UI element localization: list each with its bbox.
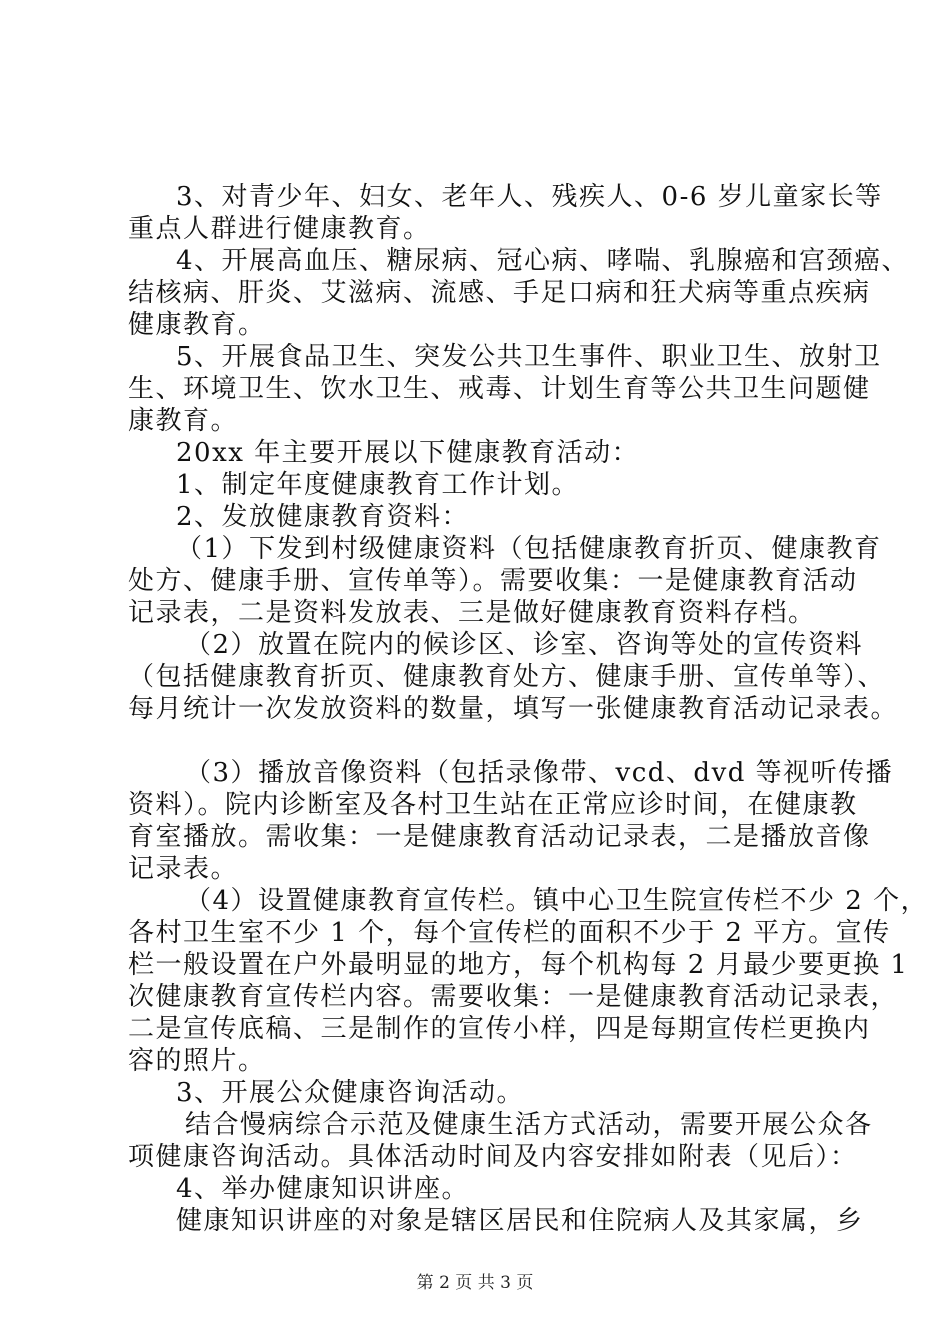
body-line: 项健康咨询活动。具体活动时间及内容安排如附表（见后）： <box>128 1142 858 1172</box>
body-line: （3）播放音像资料（包括录像带、vcd、dvd 等视听传播 <box>185 758 894 788</box>
body-line: 二是宣传底稿、三是制作的宣传小样，四是每期宣传栏更换内 <box>128 1014 871 1044</box>
body-line: 育室播放。需收集：一是健康教育活动记录表，二是播放音像 <box>128 822 871 852</box>
body-line: 4、开展高血压、糖尿病、冠心病、哮喘、乳腺癌和宫颈癌、 <box>176 246 910 276</box>
body-line: 记录表。 <box>128 854 239 884</box>
body-line: 20xx 年主要开展以下健康教育活动： <box>176 438 640 468</box>
body-line: 2、发放健康教育资料： <box>176 502 470 532</box>
body-line: 3、对青少年、妇女、老年人、残疾人、0-6 岁儿童家长等 <box>176 182 883 212</box>
body-line: 结合慢病综合示范及健康生活方式活动，需要开展公众各 <box>185 1110 873 1140</box>
body-line: 次健康教育宣传栏内容。需要收集：一是健康教育活动记录表， <box>128 982 899 1012</box>
body-line: 健康知识讲座的对象是辖区居民和住院病人及其家属，乡 <box>176 1206 864 1236</box>
body-line: 4、举办健康知识讲座。 <box>176 1174 470 1204</box>
body-line: 容的照片。 <box>128 1046 266 1076</box>
body-line: 重点人群进行健康教育。 <box>128 214 431 244</box>
body-line: （4）设置健康教育宣传栏。镇中心卫生院宣传栏不少 2 个， <box>185 886 929 916</box>
body-line: 康教育。 <box>128 406 239 436</box>
body-line: 3、开展公众健康咨询活动。 <box>176 1078 525 1108</box>
body-line: 5、开展食品卫生、突发公共卫生事件、职业卫生、放射卫 <box>176 342 882 372</box>
body-line: 栏一般设置在户外最明显的地方，每个机构每 2 月最少要更换 1 <box>128 950 909 980</box>
body-line: （1）下发到村级健康资料（包括健康教育折页、健康教育 <box>176 534 882 564</box>
body-line: 处方、健康手册、宣传单等）。需要收集：一是健康教育活动 <box>128 566 858 596</box>
body-line: 1、制定年度健康教育工作计划。 <box>176 470 580 500</box>
body-line: （包括健康教育折页、健康教育处方、健康手册、宣传单等）、 <box>128 662 886 692</box>
body-line: 健康教育。 <box>128 310 266 340</box>
body-line: 记录表，二是资料发放表、三是做好健康教育资料存档。 <box>128 598 816 628</box>
page-footer: 第 2 页 共 3 页 <box>416 1273 534 1293</box>
body-line: 生、环境卫生、饮水卫生、戒毒、计划生育等公共卫生问题健 <box>128 374 871 404</box>
body-line: 每月统计一次发放资料的数量，填写一张健康教育活动记录表。 <box>128 694 899 724</box>
body-line: 结核病、肝炎、艾滋病、流感、手足口病和狂犬病等重点疾病 <box>128 278 871 308</box>
body-line: （2）放置在院内的候诊区、诊室、咨询等处的宣传资料 <box>185 630 864 660</box>
body-line: 各村卫生室不少 1 个，每个宣传栏的面积不少于 2 平方。宣传 <box>128 918 891 948</box>
body-line: 资料）。院内诊断室及各村卫生站在正常应诊时间，在健康教 <box>128 790 858 820</box>
